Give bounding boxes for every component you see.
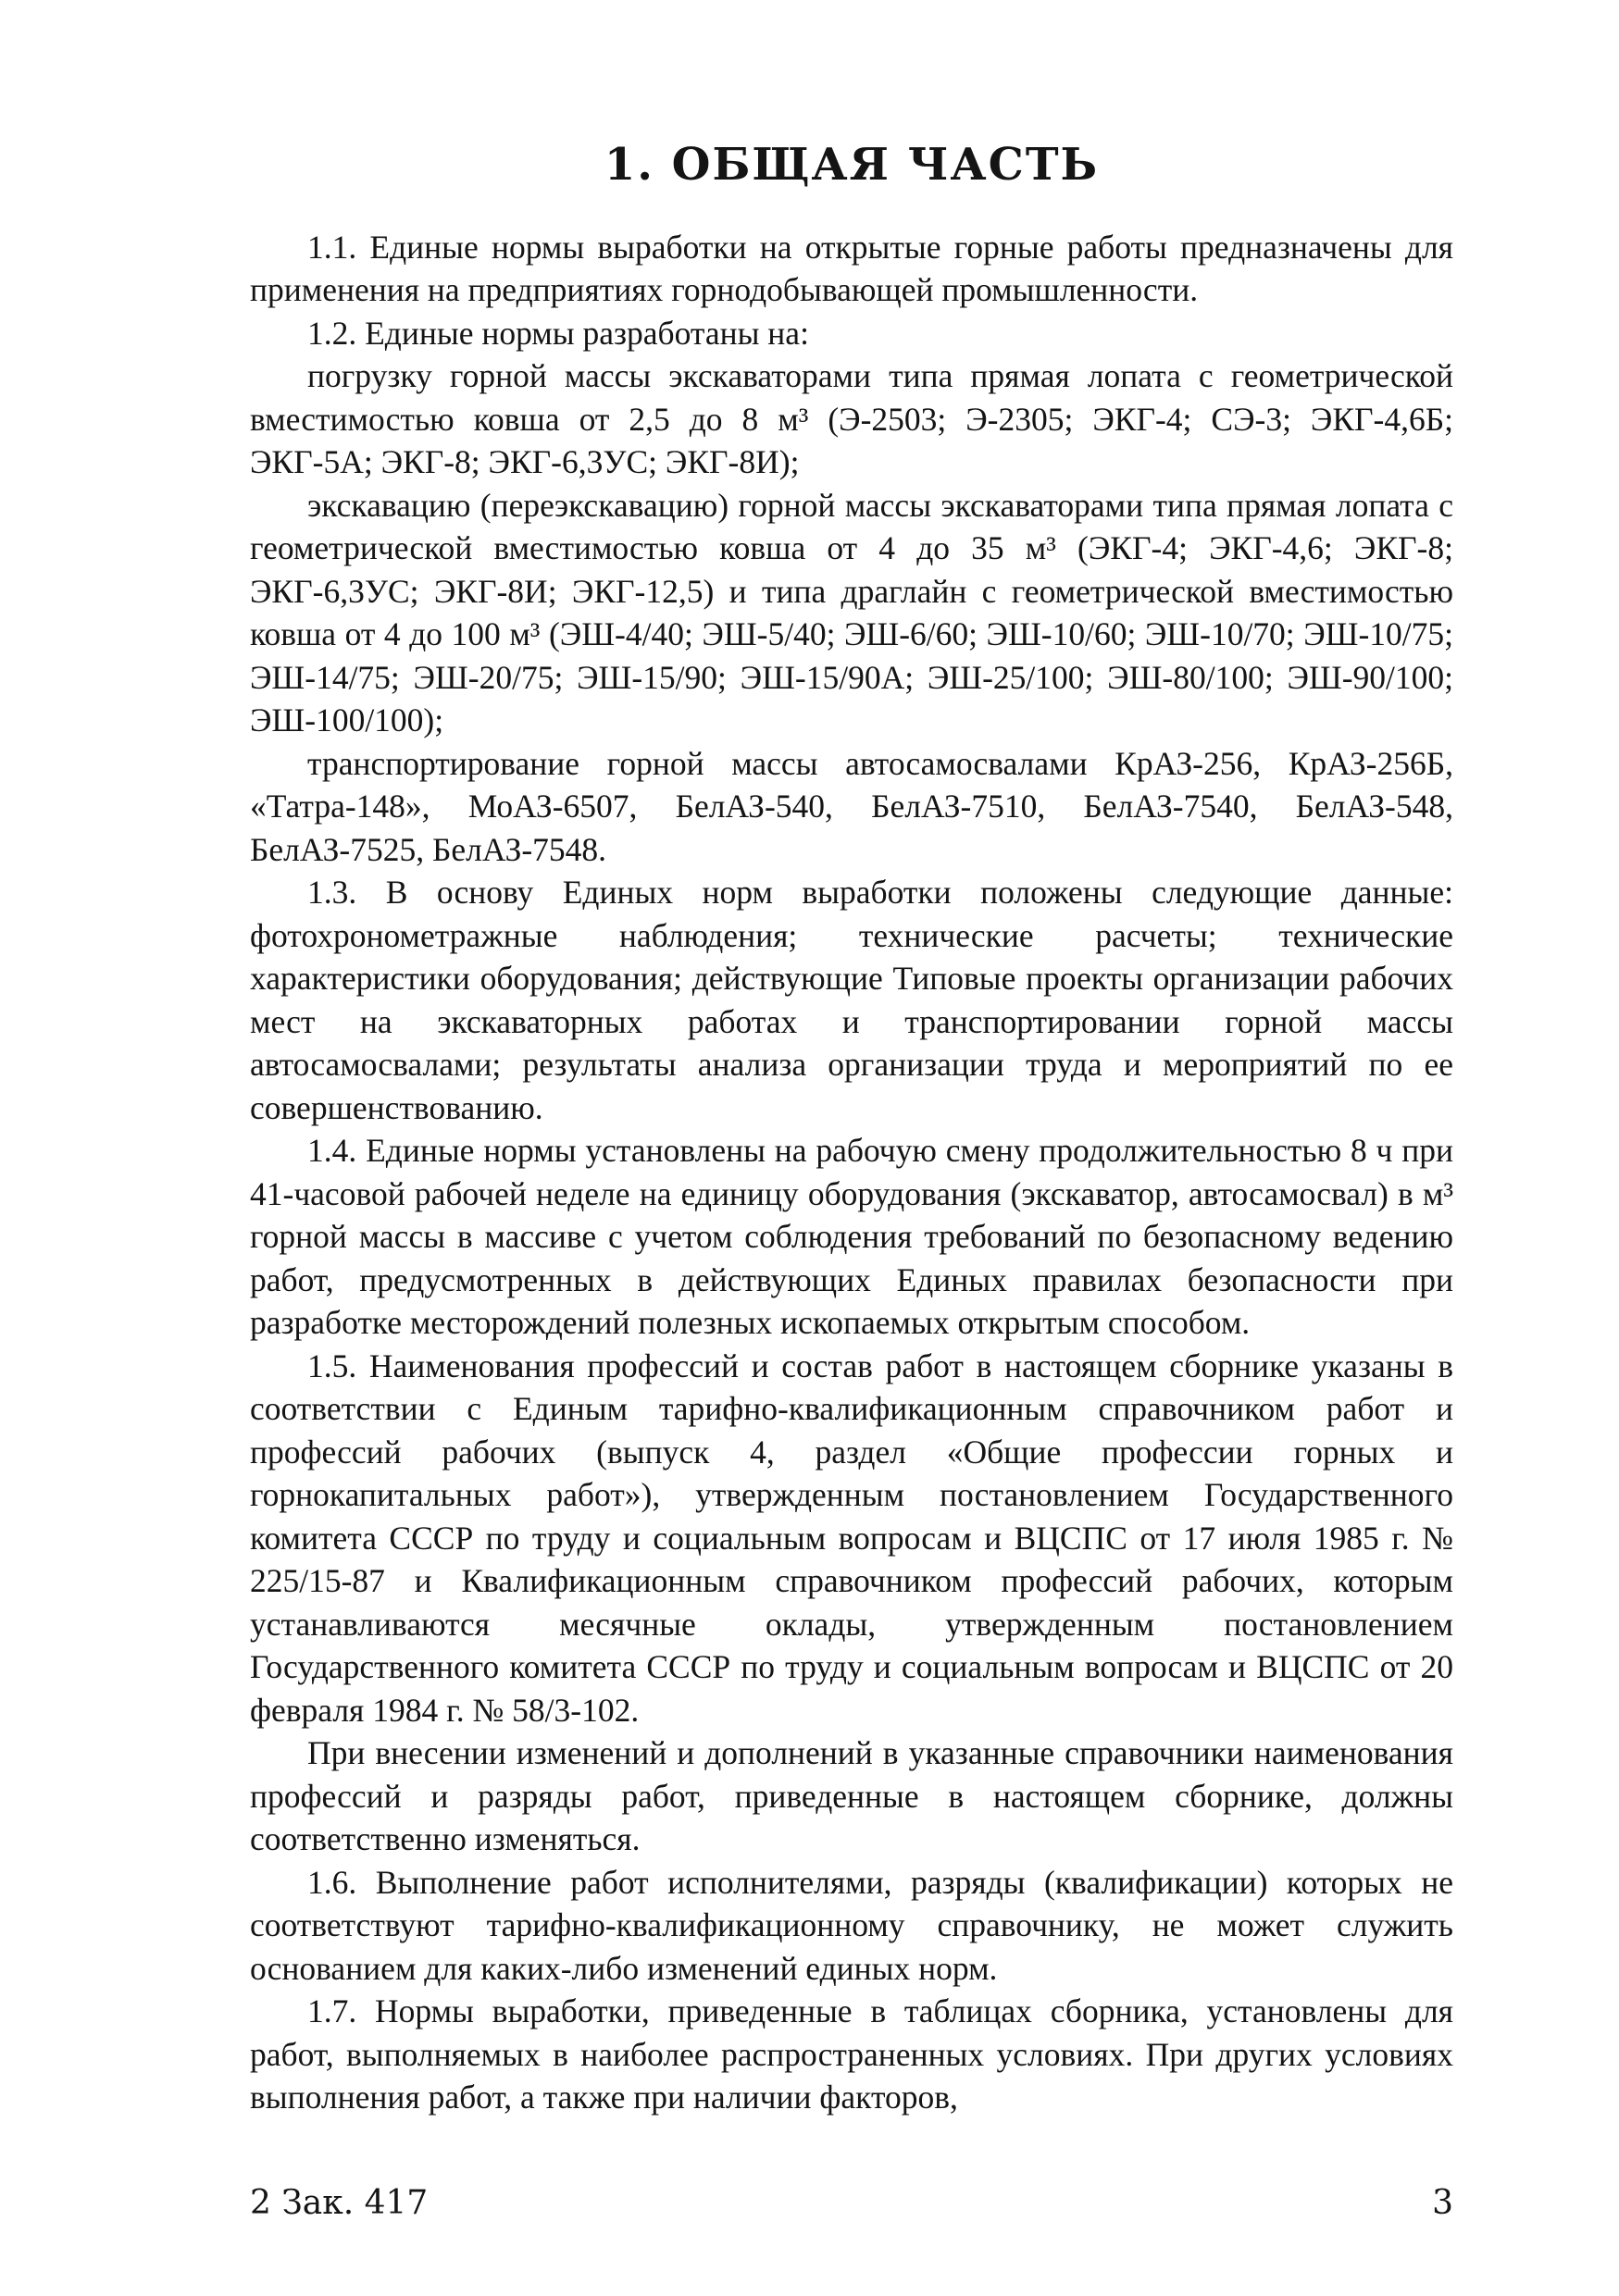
paragraph-1-7: 1.7. Нормы выработки, приведенные в таблицах сборника, установлены для работ, выполняемых в наиболее распространенных условиях. При других условиях выполнения работ, а также при наличии факторов,: [250, 1992, 1453, 2116]
page-footer: [250, 2184, 1453, 2230]
document-page: [250, 139, 1453, 2230]
paragraph-1-5: 1.5. Наименования профессий и состав работ в настоящем сборнике указаны в соответствии с Единым тарифно-квалификационным справочником работ и профессий рабочих (выпуск 4, раздел «Общие профессии горных и горнокапитальных работ»), утвержденным постановлением Государственного комитета СССР по труду и социальным вопросам и ВЦСПС от 17 июля 1985 г. № 225/15-87 и Квалификационным справочником профессий рабочих, которым устанавливаются месячные оклады, утвержденным постановлением Государственного комитета СССР по труду и социальным вопросам и ВЦСПС от 20 февраля 1984 г. № 58/3-102.: [250, 1347, 1453, 1729]
document-body: [250, 226, 1453, 2119]
list-item-loading: погрузку горной массы экскаваторами типа прямая лопата с геометрической вместимостью ковша от 2,5 до 8 м³ (Э-2503; Э-2305; ЭКГ-4; СЭ-3; ЭКГ-4,6Б; ЭКГ-5А; ЭКГ-8; ЭКГ-6,3УС; ЭКГ-8И);: [250, 357, 1453, 481]
section-title: 1. ОБЩАЯ ЧАСТЬ: [604, 139, 1100, 191]
paragraph-1-5-note: При внесении изменений и дополнений в указанные справочники наименования профессий и разряды работ, приведенные в настоящем сборнике, должны соответственно изменяться.: [250, 1734, 1453, 1858]
paragraph-1-2: 1.2. Единые нормы разработаны на:: [307, 314, 809, 352]
list-item-excavation: экскавацию (переэкскавацию) горной массы экскаваторами типа прямая лопата с геометрической вместимостью ковша от 4 до 35 м³ (ЭКГ-4; ЭКГ-4,6; ЭКГ-8; ЭКГ-6,3УС; ЭКГ-8И; ЭКГ-12,5) и типа драглайн с геометрической вместимостью ковша от 4 до 100 м³ (ЭШ-4/40; ЭШ-5/40; ЭШ-6/60; ЭШ-10/60; ЭШ-10/70; ЭШ-10/75; ЭШ-14/75; ЭШ-20/75; ЭШ-15/90; ЭШ-15/90А; ЭШ-25/100; ЭШ-80/100; ЭШ-90/100; ЭШ-100/100);: [250, 486, 1453, 739]
paragraph-1-4: 1.4. Единые нормы установлены на рабочую смену продолжительностью 8 ч при 41-часовой рабочей неделе на единицу оборудования (экскаватор, автосамосвал) в м³ горной массы в массиве с учетом соблюдения требований по безопасному ведению работ, предусмотренных в действующих Единых правилах безопасности при разработке месторождений полезных ископаемых открытым способом.: [250, 1132, 1453, 1342]
paragraph-1-1: 1.1. Единые нормы выработки на открытые горные работы предназначены для применения на предприятиях горнодобывающей промышленности.: [250, 228, 1453, 309]
page-number: 3: [1432, 2184, 1453, 2222]
list-item-transport: транспортирование горной массы автосамосвалами КрАЗ-256, КрАЗ-256Б, «Татра-148», МоАЗ-6507, БелАЗ-540, БелАЗ-7510, БелАЗ-7540, БелАЗ-548, БелАЗ-7525, БелАЗ-7548.: [250, 744, 1453, 868]
paragraph-1-3: 1.3. В основу Единых норм выработки положены следующие данные: фотохронометражные наблюдения; технические расчеты; технические характеристики оборудования; действующие Типовые проекты организации рабочих мест на экскаваторных работах и транспортировании горной массы автосамосвалами; результаты анализа организации труда и мероприятий по ее совершенствованию.: [250, 874, 1453, 1126]
print-order-number: 2 Зак. 417: [250, 2184, 429, 2222]
paragraph-1-6: 1.6. Выполнение работ исполнителями, разряды (квалификации) которых не соответствуют тарифно-квалификационному справочнику, не может служить основанием для каких-либо изменений единых норм.: [250, 1863, 1453, 1987]
